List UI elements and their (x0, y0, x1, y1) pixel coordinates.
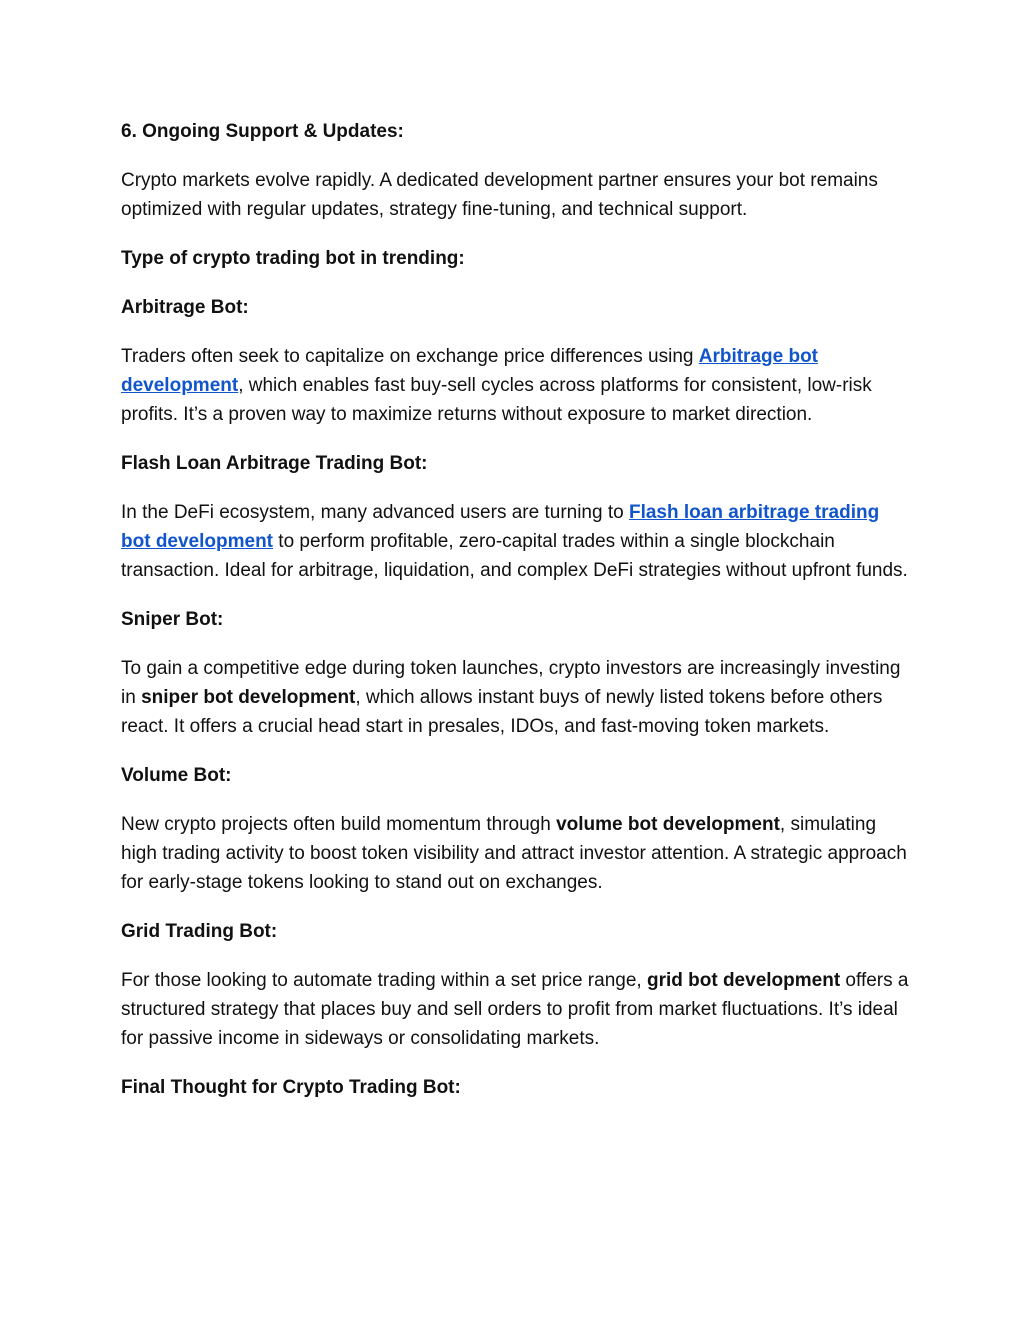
arbitrage-bot-link[interactable]: Arbitrage bot development (121, 346, 819, 396)
volume-heading: Volume Bot: (121, 765, 232, 786)
grid-text-after: offers a structured strategy that places buy and sell orders to profit from market fluctuations. It’s ideal for passive income in sideways or consolidating markets. (121, 970, 909, 1049)
grid-bold-term: grid bot development (646, 970, 841, 991)
volume-text-before: New crypto projects often build momentum through (121, 814, 557, 835)
support-heading: 6. Ongoing Support & Updates: (121, 121, 404, 142)
flash-loan-text-before: In the DeFi ecosystem, many advanced users are turning to (121, 502, 629, 523)
flash-loan-paragraph (121, 498, 911, 585)
document-page (121, 117, 911, 1122)
support-paragraph: Crypto markets evolve rapidly. A dedicated development partner ensures your bot remains optimized with regular updates, strategy fine-tuning, and technical support. (121, 170, 878, 220)
volume-text-after: , simulating high trading activity to boost token visibility and attract investor attention. A strategic approach for early-stage tokens looking to stand out on exchanges. (121, 814, 907, 893)
grid-paragraph (121, 966, 911, 1053)
arbitrage-heading: Arbitrage Bot: (121, 297, 249, 318)
grid-text-before: For those looking to automate trading within a set price range, (121, 970, 647, 991)
final-thought-heading: Final Thought for Crypto Trading Bot: (121, 1077, 461, 1098)
flash-loan-heading: Flash Loan Arbitrage Trading Bot: (121, 453, 428, 474)
flash-loan-bot-link[interactable]: Flash loan arbitrage trading bot development (121, 502, 880, 552)
arbitrage-text-before: Traders often seek to capitalize on exchange price differences using (121, 346, 699, 367)
volume-bold-term: volume bot development (556, 814, 780, 835)
volume-paragraph (121, 810, 911, 897)
sniper-paragraph (121, 654, 911, 741)
sniper-text-before: To gain a competitive edge during token launches, crypto investors are increasingly investing in (121, 658, 901, 708)
flash-loan-text-after: to perform profitable, zero-capital trades within a single blockchain transaction. Ideal for arbitrage, liquidation, and complex DeFi strategies without upfront funds. (121, 531, 908, 581)
arbitrage-paragraph (121, 342, 911, 429)
sniper-heading: Sniper Bot: (121, 609, 224, 630)
bot-types-heading: Type of crypto trading bot in trending: (121, 248, 465, 269)
sniper-bold-term: sniper bot development (141, 687, 356, 708)
grid-heading: Grid Trading Bot: (121, 921, 278, 942)
sniper-text-after: , which allows instant buys of newly listed tokens before others react. It offers a crucial head start in presales, IDOs, and fast-moving token markets. (121, 687, 883, 737)
arbitrage-text-after: , which enables fast buy-sell cycles across platforms for consistent, low-risk profits. It’s a proven way to maximize returns without exposure to market direction. (121, 375, 872, 425)
